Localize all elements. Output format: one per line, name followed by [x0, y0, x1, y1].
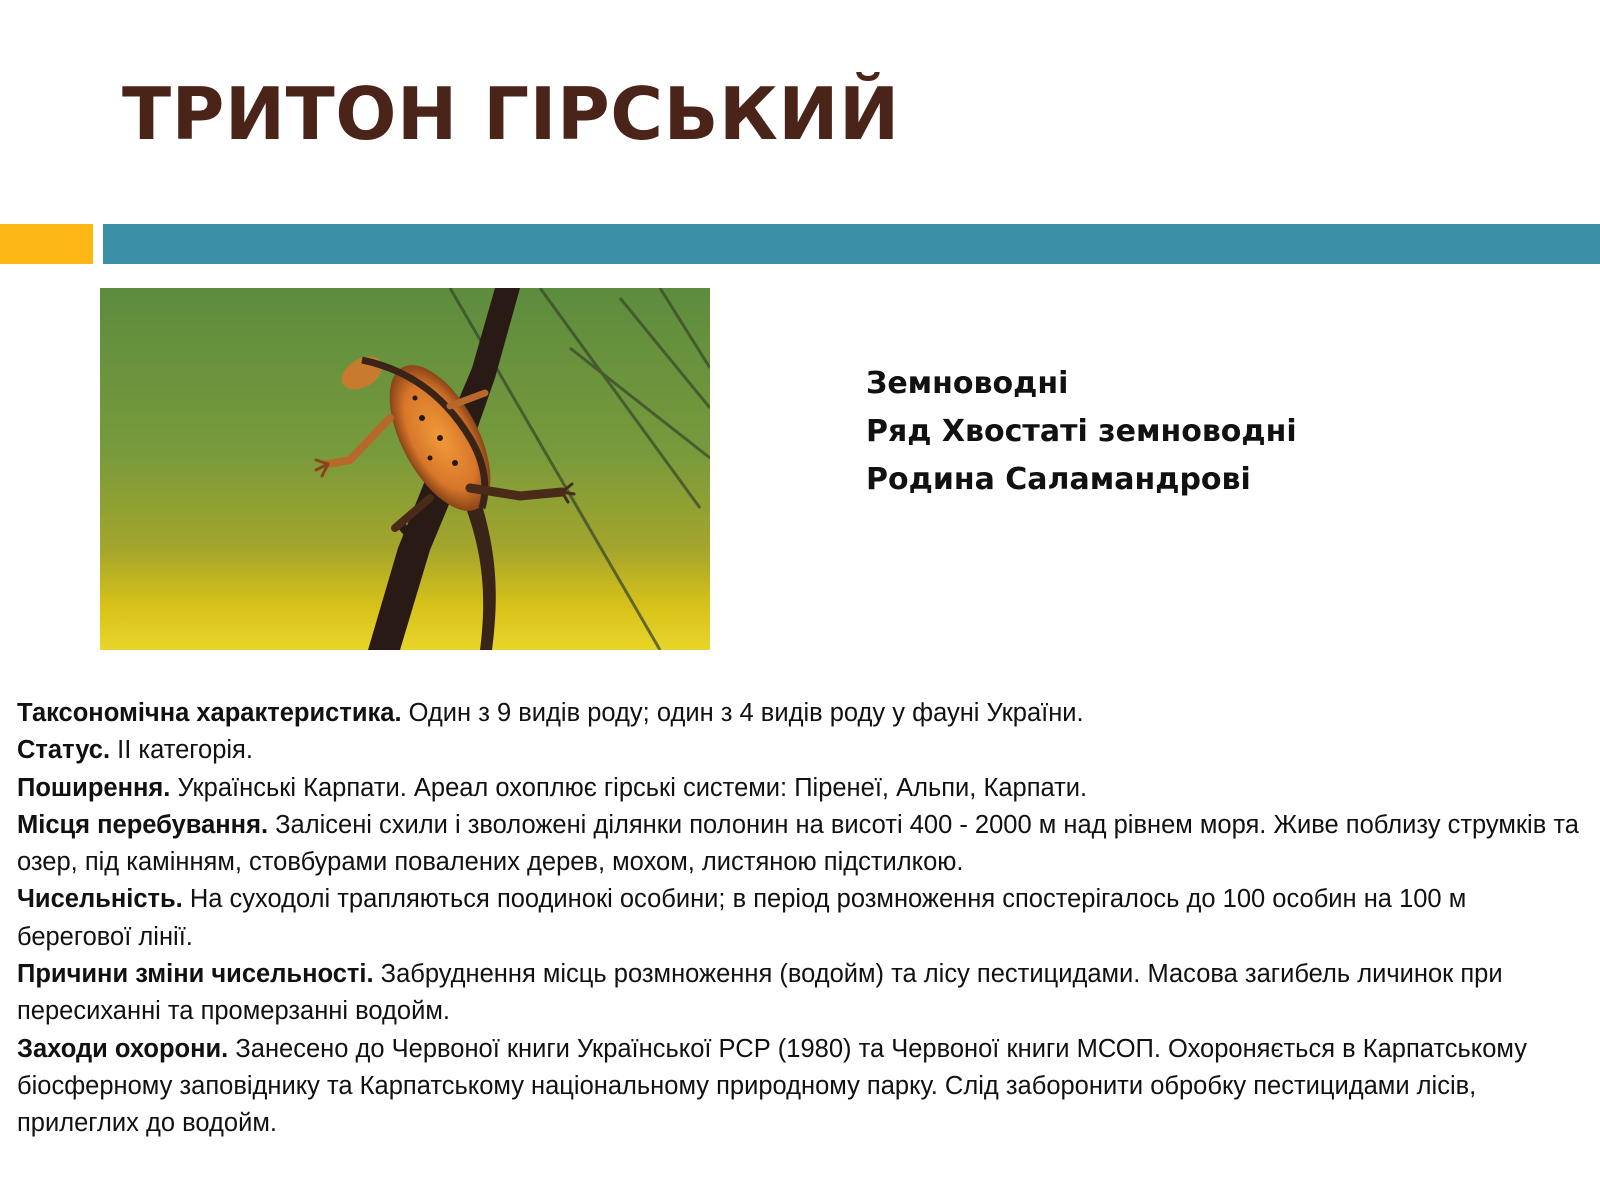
classification-class: Земноводні [866, 366, 1069, 401]
info-term: Статус. [17, 736, 111, 765]
classification-order: Ряд Хвостаті земноводні [866, 414, 1297, 449]
info-distribution [17, 770, 1582, 807]
classification [866, 360, 1297, 504]
classification-family: Родина Саламандрові [866, 462, 1251, 497]
info-population [17, 881, 1582, 956]
species-info [17, 695, 1582, 1143]
info-text: Забруднення місць розмноження (водойм) та лісу пестицидами. Масова загибель личинок при пересиханні та промерзанні водойм. [17, 960, 1503, 1026]
info-protection [17, 1031, 1582, 1143]
info-term: Заходи охорони. [17, 1034, 229, 1063]
info-status [17, 732, 1582, 769]
info-causes [17, 956, 1582, 1031]
info-text: II категорія. [110, 736, 253, 765]
info-text: Один з 9 видів роду; один з 4 видів роду у фауні України. [401, 699, 1084, 727]
info-text: На суходолі трапляються поодинокі особини; в період розмноження спостерігалось до 100 особин на 100 м берегової лінії. [17, 885, 1467, 951]
slide-title: ТРИТОН ГІРСЬКИЙ [122, 72, 900, 156]
info-term: Чисельність. [17, 885, 183, 914]
info-text: Залісені схили і зволожені ділянки полонин на висоті 400 - 2000 м над рівнем моря. Живе поблизу струмків та озер, під камінням, стовбурами повалених дерев, мохом, листяною підстилкою. [17, 810, 1579, 877]
info-taxonomy [17, 695, 1582, 732]
info-habitat [17, 807, 1582, 882]
accent-bar [0, 224, 93, 264]
info-term: Поширення. [17, 773, 171, 802]
info-term: Таксономічна характеристика. [17, 699, 402, 727]
header-divider-bar [103, 224, 1600, 264]
info-term: Причини зміни чисельності. [17, 960, 374, 989]
info-text: Занесено до Червоної книги Української РСР (1980) та Червоної книги МСОП. Охороняється в Карпатському біосферному заповіднику та Карпатському національному природному парку. Слід заборонити обробку пестицидами лісів, прилеглих до водойм. [17, 1034, 1527, 1138]
info-term: Місця перебування. [17, 810, 269, 839]
info-text: Українські Карпати. Ареал охоплює гірські системи: Піренеї, Альпи, Карпати. [170, 773, 1088, 802]
newt-photo [100, 288, 710, 650]
